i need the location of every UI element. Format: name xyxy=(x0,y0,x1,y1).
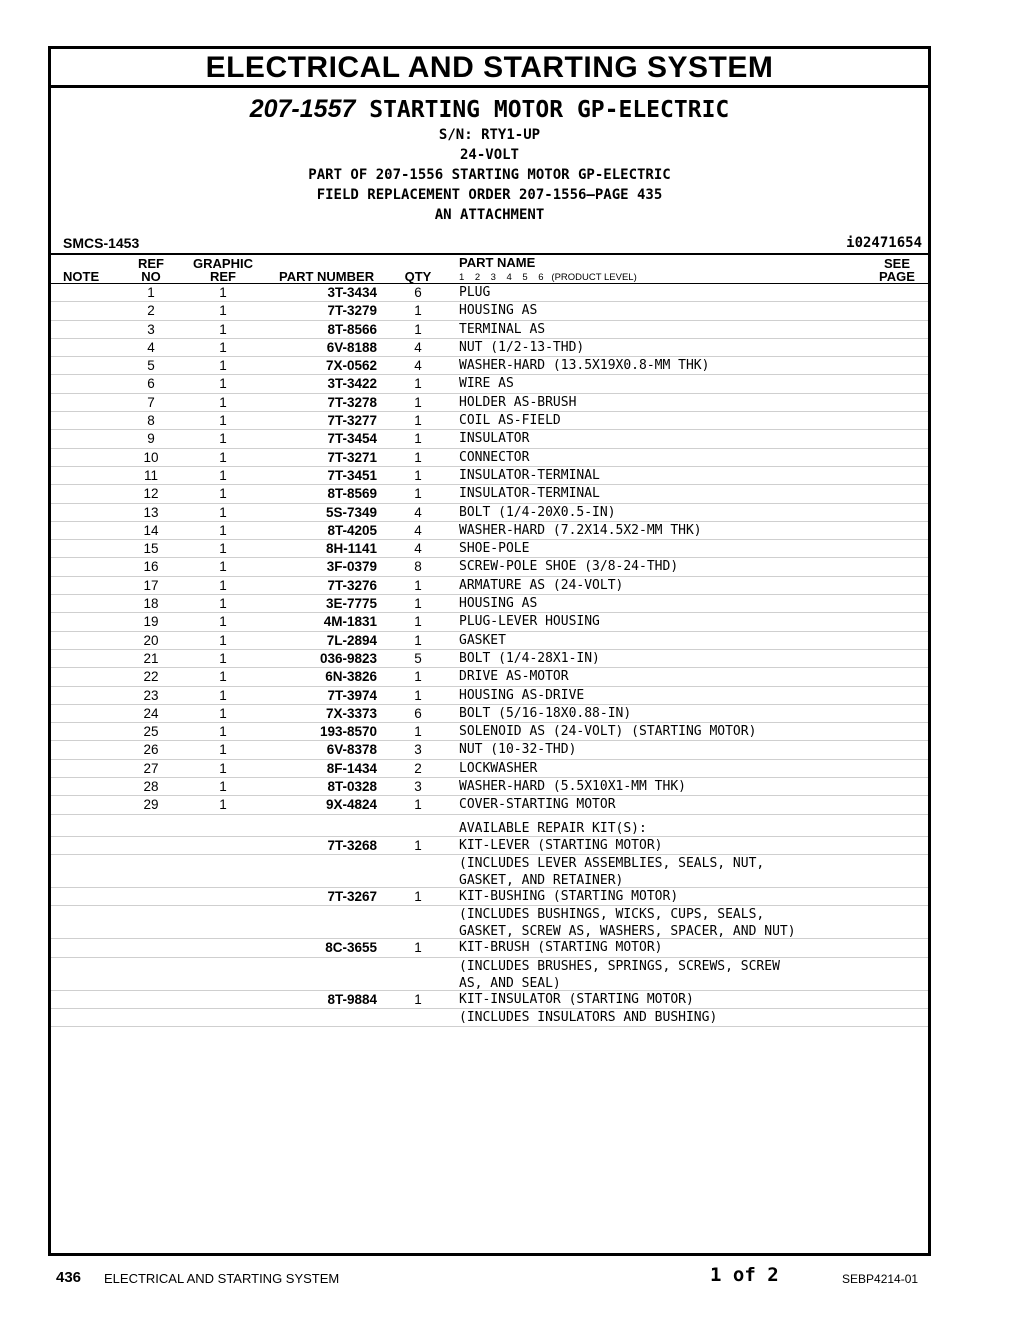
graphic-ref: 1 xyxy=(219,449,227,465)
table-row xyxy=(51,888,928,906)
part-name: KIT-BUSHING (STARTING MOTOR) xyxy=(459,888,679,904)
part-number: 7X-3373 xyxy=(325,705,377,721)
ref-no: 22 xyxy=(143,669,159,685)
part-name: (INCLUDES BRUSHES, SPRINGS, SCREWS, SCREW AS, AND SEAL) xyxy=(459,958,780,991)
table-row xyxy=(51,339,928,357)
part-name: SOLENOID AS (24-VOLT) (STARTING MOTOR) xyxy=(459,724,757,740)
table-row xyxy=(51,558,928,576)
graphic-ref: 1 xyxy=(219,358,227,374)
quantity: 1 xyxy=(414,449,422,465)
ref-no: 29 xyxy=(143,797,159,813)
quantity: 3 xyxy=(414,742,422,758)
field-replacement-line: FIELD REPLACEMENT ORDER 207-1556—PAGE 435 xyxy=(316,187,663,203)
ref-no: 5 xyxy=(147,358,155,374)
part-name: BOLT (1/4-20X0.5-IN) xyxy=(459,504,616,520)
part-number: 7T-3277 xyxy=(327,413,377,429)
ref-no: 15 xyxy=(143,541,159,557)
quantity: 8 xyxy=(414,559,422,575)
header-ref-top: REF xyxy=(138,256,164,271)
ref-no: 25 xyxy=(143,724,159,740)
part-number: 7T-3267 xyxy=(327,888,377,904)
graphic-ref: 1 xyxy=(219,596,227,612)
quantity: 3 xyxy=(414,779,422,795)
graphic-ref: 1 xyxy=(219,577,227,593)
part-name: AVAILABLE REPAIR KIT(S): xyxy=(459,820,647,836)
ref-no: 24 xyxy=(143,705,159,721)
graphic-ref: 1 xyxy=(219,559,227,575)
part-name: INSULATOR xyxy=(459,431,530,447)
ref-no: 4 xyxy=(147,339,155,355)
part-number: 8C-3655 xyxy=(325,940,377,956)
quantity: 1 xyxy=(414,321,422,337)
quantity: 1 xyxy=(414,669,422,685)
ref-no: 26 xyxy=(143,742,159,758)
graphic-ref: 1 xyxy=(219,413,227,429)
quantity: 6 xyxy=(414,705,422,721)
graphic-ref: 1 xyxy=(219,285,227,300)
header-graphic-bottom: REF xyxy=(210,269,236,284)
quantity: 1 xyxy=(414,577,422,593)
part-number: 6N-3826 xyxy=(325,669,377,685)
ref-no: 23 xyxy=(143,687,159,703)
graphic-ref: 1 xyxy=(219,724,227,740)
part-name: WIRE AS xyxy=(459,376,514,392)
table-row xyxy=(51,1009,928,1027)
part-name: COVER-STARTING MOTOR xyxy=(459,797,616,813)
voltage-line: 24-VOLT xyxy=(459,147,519,163)
quantity: 2 xyxy=(414,760,422,776)
part-name: (INCLUDES LEVER ASSEMBLIES, SEALS, NUT, GASKET, AND RETAINER) xyxy=(459,855,765,888)
quantity: 1 xyxy=(414,431,422,447)
table-row xyxy=(51,522,928,540)
graphic-ref: 1 xyxy=(219,779,227,795)
table-row xyxy=(51,284,928,302)
part-number: 4M-1831 xyxy=(323,614,377,630)
part-number: 7T-3974 xyxy=(327,687,377,703)
quantity: 1 xyxy=(414,376,422,392)
part-name: WASHER-HARD (5.5X10X1-MM THK) xyxy=(459,779,686,795)
part-name: DRIVE AS-MOTOR xyxy=(459,669,569,685)
quantity: 4 xyxy=(414,522,422,538)
part-number: 8T-9884 xyxy=(327,991,377,1007)
table-row xyxy=(51,485,928,503)
smcs-code: SMCS-1453 xyxy=(63,235,140,251)
table-row xyxy=(51,906,928,939)
part-name: PLUG-LEVER HOUSING xyxy=(459,614,600,630)
part-name: (INCLUDES INSULATORS AND BUSHING) xyxy=(459,1009,718,1025)
quantity: 1 xyxy=(414,413,422,429)
part-number: 7T-3278 xyxy=(327,394,377,410)
table-row xyxy=(51,430,928,448)
ref-no: 20 xyxy=(143,632,159,648)
quantity: 1 xyxy=(414,303,422,319)
part-number: 7T-3268 xyxy=(327,837,377,853)
quantity: 5 xyxy=(414,650,422,666)
part-number: 7T-3451 xyxy=(327,467,377,483)
graphic-ref: 1 xyxy=(219,797,227,813)
quantity: 4 xyxy=(414,358,422,374)
ref-no: 7 xyxy=(147,394,155,410)
quantity: 4 xyxy=(414,541,422,557)
part-name: SHOE-POLE xyxy=(459,541,530,557)
table-row xyxy=(51,837,928,855)
part-number: 8F-1434 xyxy=(326,760,377,776)
graphic-ref: 1 xyxy=(219,541,227,557)
quantity: 1 xyxy=(414,687,422,703)
page-frame xyxy=(48,46,931,1256)
part-number: 3T-3422 xyxy=(327,376,377,392)
header-product-level: 1 2 3 4 5 6 (PRODUCT LEVEL) xyxy=(459,272,637,283)
part-name: ARMATURE AS (24-VOLT) xyxy=(459,577,624,593)
quantity: 1 xyxy=(414,614,422,630)
header-part-name: PART NAME xyxy=(459,255,536,270)
footer-sheet: 1 of 2 xyxy=(710,1264,779,1286)
part-number: 3E-7775 xyxy=(325,596,377,612)
quantity: 1 xyxy=(414,991,422,1007)
group-name: STARTING MOTOR GP-ELECTRIC xyxy=(369,97,730,123)
part-number: 7T-3271 xyxy=(327,449,377,465)
ref-no: 11 xyxy=(143,467,158,483)
quantity: 1 xyxy=(414,837,422,853)
table-row xyxy=(51,815,928,837)
illustration-id: i02471654 xyxy=(846,235,922,251)
graphic-ref: 1 xyxy=(219,614,227,630)
footer-doc-number: SEBP4214-01 xyxy=(842,1272,919,1286)
part-name: HOUSING AS xyxy=(459,303,538,319)
graphic-ref: 1 xyxy=(219,742,227,758)
graphic-ref: 1 xyxy=(219,303,227,319)
ref-no: 21 xyxy=(143,650,159,666)
quantity: 4 xyxy=(414,339,422,355)
part-number: 7L-2894 xyxy=(326,632,377,648)
ref-no: 3 xyxy=(147,321,155,337)
ref-no: 28 xyxy=(143,779,159,795)
ref-no: 18 xyxy=(143,596,159,612)
part-number: 8T-0328 xyxy=(327,779,377,795)
table-row xyxy=(51,577,928,595)
part-number: 7T-3279 xyxy=(327,303,377,319)
part-name: TERMINAL AS xyxy=(459,321,546,337)
quantity: 4 xyxy=(414,504,422,520)
graphic-ref: 1 xyxy=(219,504,227,520)
graphic-ref: 1 xyxy=(219,394,227,410)
part-name: INSULATOR-TERMINAL xyxy=(459,486,600,502)
graphic-ref: 1 xyxy=(219,431,227,447)
header-part-number: PART NUMBER xyxy=(279,269,375,284)
part-name: NUT (10-32-THD) xyxy=(459,742,577,758)
part-name: PLUG xyxy=(459,285,491,300)
quantity: 1 xyxy=(414,724,422,740)
part-number: 8T-4205 xyxy=(327,522,377,538)
part-number: 7T-3276 xyxy=(327,577,377,593)
ref-no: 1 xyxy=(147,285,155,300)
table-row xyxy=(51,958,928,991)
footer-section: ELECTRICAL AND STARTING SYSTEM xyxy=(104,1271,340,1286)
quantity: 1 xyxy=(414,797,422,813)
part-name: KIT-LEVER (STARTING MOTOR) xyxy=(459,837,663,853)
part-number: 193-8570 xyxy=(319,724,377,740)
graphic-ref: 1 xyxy=(219,321,227,337)
part-name: INSULATOR-TERMINAL xyxy=(459,467,600,483)
table-row xyxy=(51,723,928,741)
part-number: 3T-3434 xyxy=(327,285,377,300)
table-row xyxy=(51,467,928,485)
table-row xyxy=(51,650,928,668)
ref-no: 2 xyxy=(147,303,155,319)
part-number: 3F-0379 xyxy=(326,559,377,575)
part-name: WASHER-HARD (7.2X14.5X2-MM THK) xyxy=(459,522,702,538)
table-row xyxy=(51,394,928,412)
ref-no: 27 xyxy=(143,760,159,776)
quantity: 6 xyxy=(414,285,422,300)
table-row xyxy=(51,760,928,778)
attachment-line: AN ATTACHMENT xyxy=(434,207,545,223)
graphic-ref: 1 xyxy=(219,486,227,502)
table-header xyxy=(51,253,928,284)
part-name: CONNECTOR xyxy=(459,449,530,465)
part-name: KIT-INSULATOR (STARTING MOTOR) xyxy=(459,991,694,1007)
part-name: WASHER-HARD (13.5X19X0.8-MM THK) xyxy=(459,358,710,374)
graphic-ref: 1 xyxy=(219,669,227,685)
table-row xyxy=(51,705,928,723)
section-title: ELECTRICAL AND STARTING SYSTEM xyxy=(51,49,928,88)
group-title xyxy=(51,94,928,125)
table-row xyxy=(51,855,928,888)
graphic-ref: 1 xyxy=(219,339,227,355)
header-graphic-top: GRAPHIC xyxy=(193,256,253,271)
parts-table-body xyxy=(51,284,928,1027)
graphic-ref: 1 xyxy=(219,522,227,538)
table-row xyxy=(51,375,928,393)
table-row xyxy=(51,449,928,467)
ref-no: 10 xyxy=(143,449,159,465)
part-name: HOUSING AS xyxy=(459,596,538,612)
part-name: HOUSING AS-DRIVE xyxy=(459,687,585,703)
graphic-ref: 1 xyxy=(219,376,227,392)
table-row xyxy=(51,991,928,1009)
part-number: 036-9823 xyxy=(319,650,377,666)
ref-no: 19 xyxy=(143,614,159,630)
part-number: 8H-1141 xyxy=(325,541,377,557)
quantity: 1 xyxy=(414,394,422,410)
part-name: GASKET xyxy=(459,632,506,648)
part-number: 6V-8188 xyxy=(326,339,377,355)
part-name: KIT-BRUSH (STARTING MOTOR) xyxy=(459,940,663,956)
table-row xyxy=(51,504,928,522)
part-name: HOLDER AS-BRUSH xyxy=(459,394,577,410)
header-see-top: SEE xyxy=(883,256,910,271)
page-footer xyxy=(56,1264,926,1286)
quantity: 1 xyxy=(414,940,422,956)
table-row xyxy=(51,302,928,320)
table-row xyxy=(51,613,928,631)
ref-no: 16 xyxy=(143,559,159,575)
table-row xyxy=(51,741,928,759)
ref-no: 17 xyxy=(143,577,159,593)
graphic-ref: 1 xyxy=(219,650,227,666)
ref-no: 13 xyxy=(143,504,159,520)
quantity: 1 xyxy=(414,467,422,483)
table-row xyxy=(51,540,928,558)
part-number: 7T-3454 xyxy=(327,431,377,447)
quantity: 1 xyxy=(414,888,422,904)
graphic-ref: 1 xyxy=(219,687,227,703)
group-number: 207-1557 xyxy=(249,95,356,123)
part-name: LOCKWASHER xyxy=(459,760,538,776)
footer-page-number: 436 xyxy=(56,1269,82,1286)
table-row xyxy=(51,357,928,375)
table-row xyxy=(51,668,928,686)
ref-no: 14 xyxy=(143,522,159,538)
table-row xyxy=(51,687,928,705)
quantity: 1 xyxy=(414,632,422,648)
table-row xyxy=(51,321,928,339)
header-note: NOTE xyxy=(63,269,100,284)
ref-no: 12 xyxy=(143,486,159,502)
table-row xyxy=(51,595,928,613)
part-name: SCREW-POLE SHOE (3/8-24-THD) xyxy=(459,559,679,575)
part-name: NUT (1/2-13-THD) xyxy=(459,339,585,355)
serial-line: S/N: RTY1-UP xyxy=(438,127,541,143)
header-see-bottom: PAGE xyxy=(879,269,915,284)
graphic-ref: 1 xyxy=(219,632,227,648)
part-number: 6V-8378 xyxy=(326,742,377,758)
table-row xyxy=(51,778,928,796)
part-number: 5S-7349 xyxy=(325,504,377,520)
table-row xyxy=(51,632,928,650)
ref-no: 6 xyxy=(147,376,155,392)
part-name: COIL AS-FIELD xyxy=(459,413,561,429)
quantity: 1 xyxy=(414,596,422,612)
graphic-ref: 1 xyxy=(219,467,227,483)
part-number: 7X-0562 xyxy=(325,358,377,374)
header-ref-bottom: NO xyxy=(141,269,161,284)
part-number: 9X-4824 xyxy=(325,797,377,813)
part-name: BOLT (5/16-18X0.88-IN) xyxy=(459,705,632,721)
meta-line xyxy=(51,233,928,253)
part-number: 8T-8569 xyxy=(327,486,377,502)
header-qty: QTY xyxy=(404,269,432,284)
table-row xyxy=(51,939,928,957)
quantity: 1 xyxy=(414,486,422,502)
part-name: (INCLUDES BUSHINGS, WICKS, CUPS, SEALS, GASKET, SCREW AS, WASHERS, SPACER, AND NUT) xyxy=(459,907,796,940)
part-name: BOLT (1/4-28X1-IN) xyxy=(459,650,600,666)
ref-no: 8 xyxy=(147,413,155,429)
graphic-ref: 1 xyxy=(219,760,227,776)
part-of-line: PART OF 207-1556 STARTING MOTOR GP-ELECTRIC xyxy=(308,167,671,183)
graphic-ref: 1 xyxy=(219,705,227,721)
table-row xyxy=(51,412,928,430)
table-row xyxy=(51,796,928,814)
part-number: 8T-8566 xyxy=(327,321,377,337)
ref-no: 9 xyxy=(147,431,155,447)
